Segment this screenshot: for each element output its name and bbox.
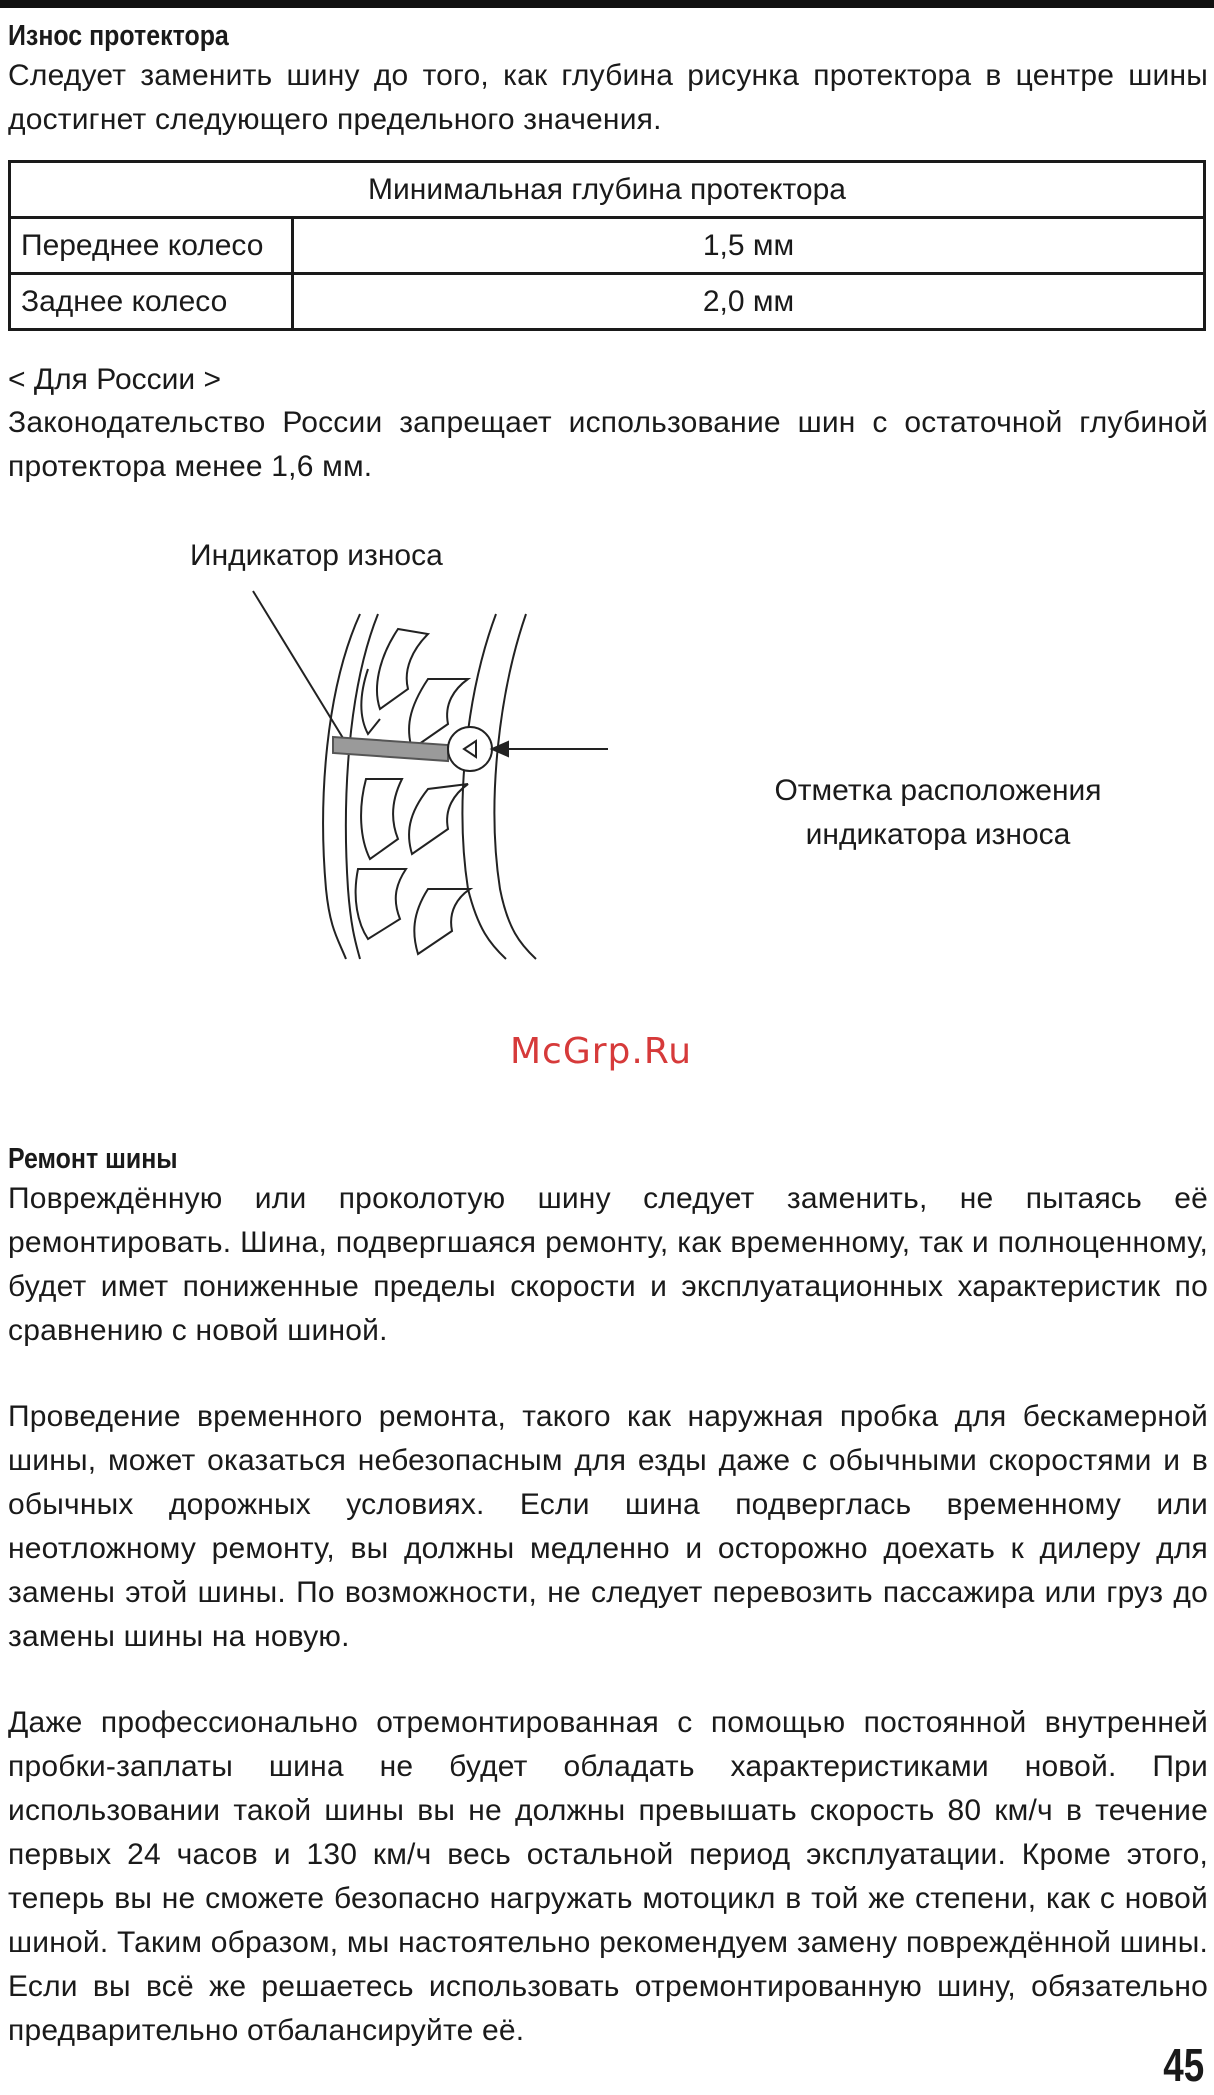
watermark: McGrp.Ru — [510, 1031, 693, 1072]
section-title-tire-repair: Ремонт шины — [8, 1143, 178, 1175]
indicator-leader-line — [253, 591, 346, 743]
row-value-rear: 2,0 мм — [293, 274, 1205, 330]
top-rule — [0, 0, 1214, 8]
tire-repair-section — [8, 1141, 1208, 2053]
table-header: Минимальная глубина протектора — [10, 162, 1205, 218]
repair-paragraph-3: Даже профессионально отремонтированная с помощью постоянной внутренней пробки-заплаты шина не будет обладать характеристиками новой. При использовании такой шины вы не должны превышать скорость 80 км/ч в течение первых 24 часов и 130 км/ч весь остальной период эксплуатации. Кроме этого, теперь вы не сможете безопасно нагружать мотоцикл в той же степени, как с новой шиной. Таким образом, мы настоятельно рекомендуем замену повреждённой шины. Если вы всё же решаетесь использовать отремонтированную шину, обязательно предварительно отбалансируйте её. — [8, 1706, 1208, 2047]
row-label-rear: Заднее колесо — [10, 274, 293, 330]
table-row — [10, 274, 1205, 330]
row-label-front: Переднее колесо — [10, 218, 293, 274]
repair-paragraph-2: Проведение временного ремонта, такого как наружная пробка для бескамерной шины, может оказаться небезопасным для езды даже с обычными скоростями и в обычных дорожных условиях. Если шина подверглась временному или неотложному ремонту, вы должны медленно и осторожно доехать к дилеру для замены этой шины. По возможности, не следует перевозить пассажира или груз до замены шины на новую. — [8, 1400, 1208, 1653]
page-number: 45 — [1163, 2039, 1204, 2091]
indicator-mark-label: Отметка расположения индикатора износа — [774, 774, 1102, 851]
wear-indicator-label: Индикатор износа — [190, 539, 443, 572]
tread-wear-intro: Следует заменить шину до того, как глубина рисунка протектора в центре шины достигнет следующего предельного значения. — [8, 59, 1208, 136]
russia-note-tag: < Для России > — [8, 363, 222, 396]
tire-outer-edge — [323, 614, 360, 959]
indicator-mark-circle — [448, 727, 492, 771]
table-row — [10, 218, 1205, 274]
tire-wear-figure — [8, 539, 1206, 1099]
table-header-row — [10, 162, 1205, 218]
page-content — [8, 18, 1208, 2053]
tread-depth-table — [8, 160, 1206, 331]
section-title-tread-wear: Износ протектора — [8, 20, 229, 52]
tire-illustration — [8, 539, 728, 1019]
russia-note-text: Законодательство России запрещает использование шин с остаточной глубиной протектора менее 1,6 мм. — [8, 406, 1208, 483]
repair-paragraph-1: Повреждённую или проколотую шину следует заменить, не пытаясь её ремонтировать. Шина, подвергшаяся ремонту, как временному, так и полноценному, будет имет пониженные пределы скорости и эксплуатационных характеристик по сравнению с новой шиной. — [8, 1182, 1208, 1347]
row-value-front: 1,5 мм — [293, 218, 1205, 274]
